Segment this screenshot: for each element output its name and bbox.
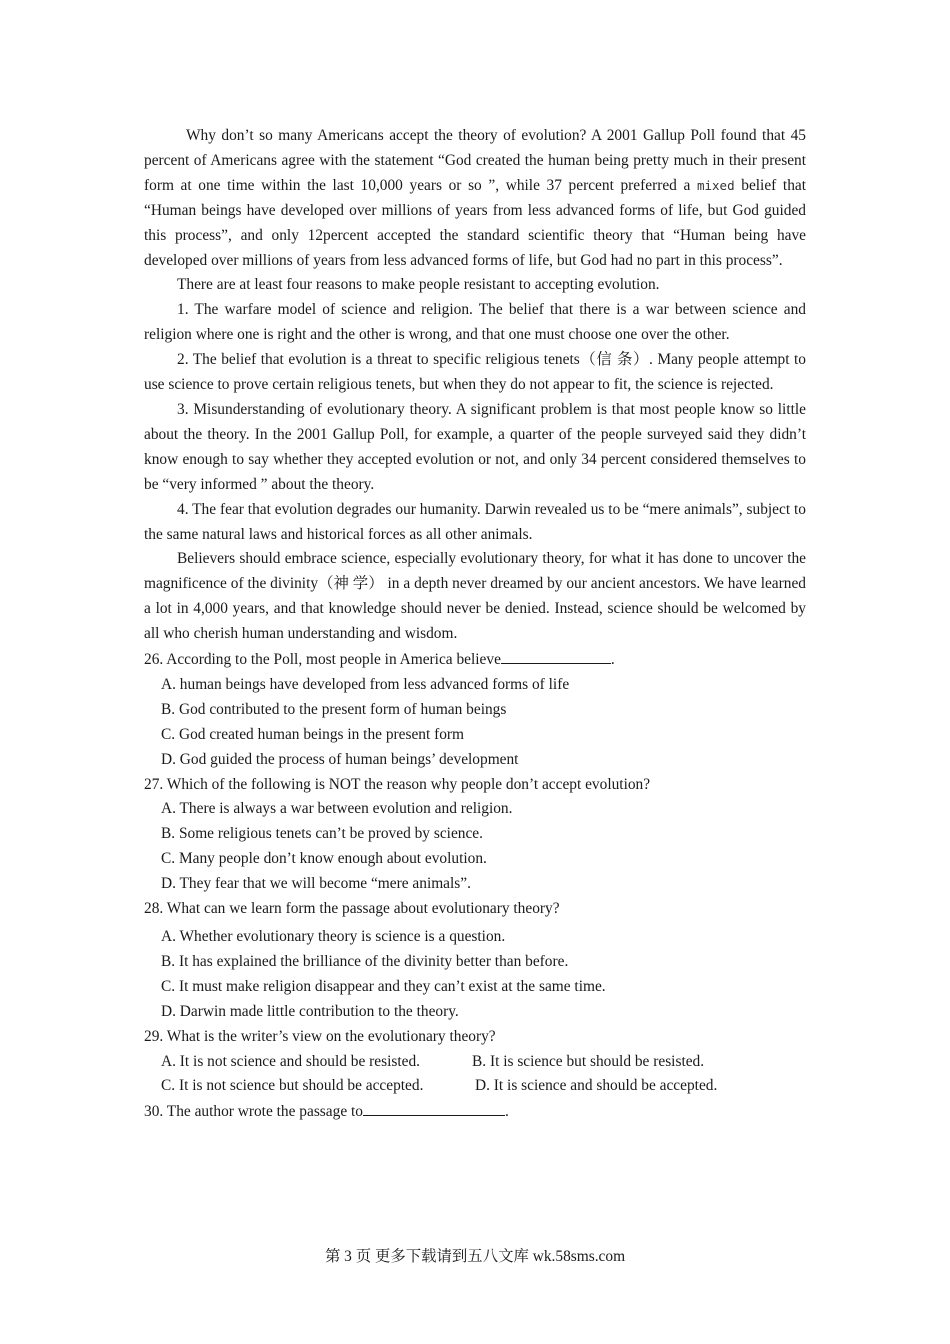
passage-paragraph-2: There are at least four reasons to make people resistant to accepting evolution. <box>177 276 660 294</box>
question-stem: 27. Which of the following is NOT the reason why people don’t accept evolution? <box>144 775 651 793</box>
option-d[interactable]: D. They fear that we will become “mere animals”. <box>161 875 471 893</box>
option-row <box>144 1074 806 1099</box>
option-c[interactable]: C. God created human beings in the present form <box>161 725 465 743</box>
question-30 <box>144 1099 806 1125</box>
option-a[interactable]: A. Whether evolutionary theory is science is a question. <box>161 928 506 945</box>
option-b[interactable]: B. It is science but should be resisted. <box>472 1052 705 1070</box>
question-28 <box>144 897 806 1025</box>
question-stem <box>144 1099 806 1125</box>
question-text: 26. According to the Poll, most people in America believe <box>144 651 501 669</box>
question-stem: 29. What is the writer’s view on the evolutionary theory? <box>144 1027 496 1045</box>
option-d[interactable]: D. God guided the process of human beings’ development <box>161 750 519 768</box>
option-b[interactable]: B. God contributed to the present form of human beings <box>161 700 507 718</box>
option-d[interactable]: D. Darwin made little contribution to the theory. <box>161 1002 459 1020</box>
paragraph-text: belief that “Human beings have developed over millions of years from less advanced forms of life, but God guided this process”, and only 12percent accepted the standard scientific theory that “Human being have developed over millions of years from less advanced forms of life, but God had no part in this process”. <box>144 176 806 269</box>
option-b[interactable]: B. It has explained the brilliance of the divinity better than before. <box>161 952 569 970</box>
option-a[interactable]: A. human beings have developed from less advanced forms of life <box>161 675 570 693</box>
question-27 <box>144 773 806 898</box>
option-d[interactable]: D. It is science and should be accepted. <box>475 1077 718 1095</box>
question-stem: 28. What can we learn form the passage about evolutionary theory? <box>144 900 560 918</box>
conclusion-paragraph: Believers should embrace science, especially evolutionary theory, for what it has done to uncover the magnificence of the divinity（神 学） in a depth never dreamed by our ancient ancestors. We have learned a lot in 4,000 years, and that knowledge should never be denied. Instead, science should be welcomed by all who cherish human understanding and wisdom. <box>144 550 806 643</box>
punctuation: . <box>610 651 615 669</box>
paragraph-text: Why don’t so many Americans accept the theory of evolution? A 2001 Gallup Poll found that 45 percent of Americans agree with the statement “God created the human being pretty much in their present form at one time within the last 10,000 years or so ”, while 37 percent preferred a <box>144 127 806 194</box>
reason-2-paragraph: 2. The belief that evolution is a threat to specific religious tenets（信 条）. Many people attempt to use science to prove certain religious tenets, but when they do not appear to fit, the science is rejected. <box>144 351 806 394</box>
option-a[interactable]: A. It is not science and should be resisted. <box>161 1052 421 1070</box>
question-29 <box>144 1025 806 1100</box>
answer-blank[interactable] <box>363 1099 505 1116</box>
option-a[interactable]: A. There is always a war between evolution and religion. <box>161 800 513 818</box>
passage-paragraph-1 <box>144 124 806 273</box>
mixed-word: mixed <box>696 177 735 193</box>
option-c[interactable]: C. It must make religion disappear and they can’t exist at the same time. <box>161 977 606 995</box>
question-26 <box>144 647 806 773</box>
reason-4-paragraph: 4. The fear that evolution degrades our humanity. Darwin revealed us to be “mere animals”, subject to the same natural laws and historical forces as all other animals. <box>144 500 806 543</box>
punctuation: . <box>504 1103 509 1121</box>
page-footer: 第 3 页 更多下载请到五八文库 wk.58sms.com <box>324 1248 626 1265</box>
reason-1-paragraph: 1. The warfare model of science and religion. The belief that there is a war between science and religion where one is right and the other is wrong, and that one must choose one over the other. <box>144 301 806 344</box>
question-stem <box>144 647 806 673</box>
answer-blank[interactable] <box>501 647 611 664</box>
document-page <box>144 124 806 1125</box>
option-c[interactable]: C. Many people don’t know enough about evolution. <box>161 850 487 868</box>
reason-3-paragraph: 3. Misunderstanding of evolutionary theory. A significant problem is that most people know so little about the theory. In the 2001 Gallup Poll, for example, a quarter of the people surveyed said they didn’t know enough to say whether they accepted evolution or not, and only 34 percent considered themselves to be “very informed ” about the theory. <box>144 400 806 493</box>
option-b[interactable]: B. Some religious tenets can’t be proved by science. <box>161 825 483 843</box>
question-text: 30. The author wrote the passage to <box>144 1103 363 1121</box>
option-row <box>144 1050 806 1075</box>
option-c[interactable]: C. It is not science but should be accepted. <box>161 1077 424 1095</box>
